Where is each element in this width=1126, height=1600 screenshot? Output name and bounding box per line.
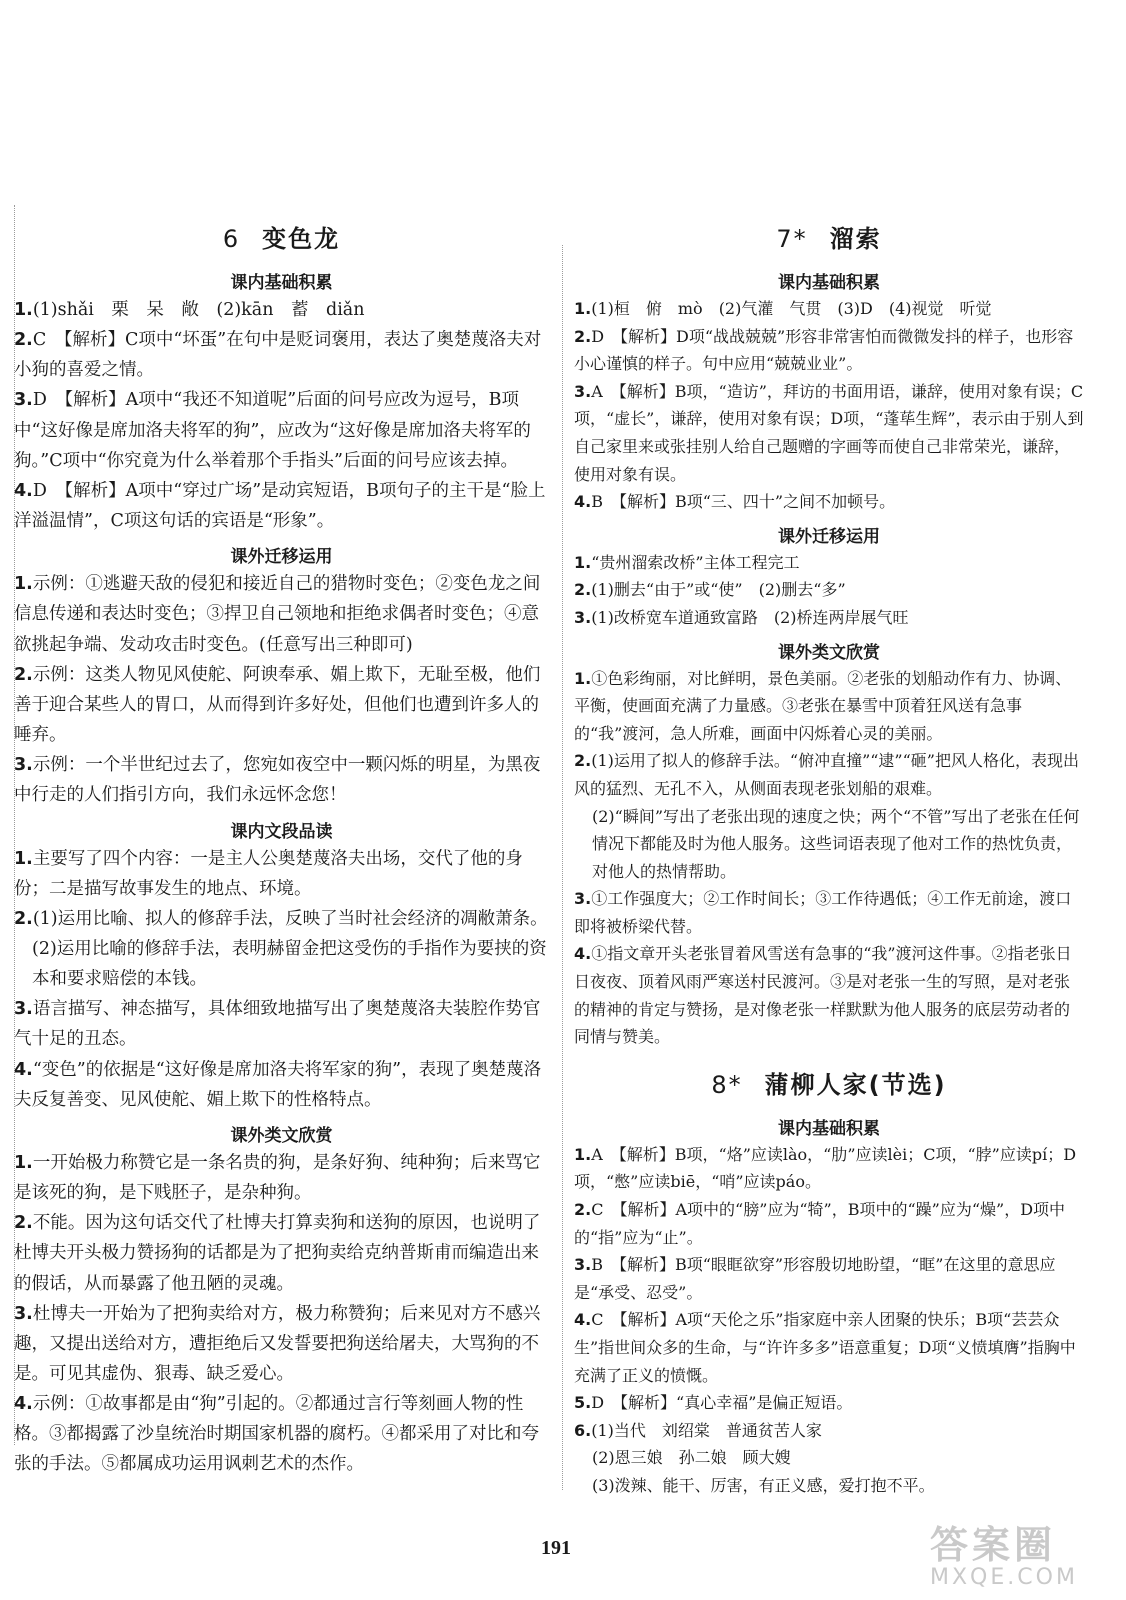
section-heading: 课内基础积累 <box>778 1118 880 1139</box>
answer-item <box>574 1389 1084 1417</box>
item-number: 2. <box>574 751 592 771</box>
column-divider <box>562 245 563 1490</box>
answer-item <box>574 378 1084 488</box>
item-number: 1. <box>574 668 592 688</box>
answer-item <box>14 844 549 904</box>
answer-item <box>574 940 1084 1050</box>
answer-item <box>574 604 1084 632</box>
item-text: 杜博夫一开始为了把狗卖给对方，极力称赞狗；后来见对方不感兴趣，又提出送给对方，遭拒绝后又发誓要把狗送给屠夫，大骂狗的不是。可见其虚伪、狠毒、缺乏爱心。 <box>14 1303 541 1384</box>
answer-item <box>14 1299 549 1389</box>
answer-item <box>14 385 549 475</box>
item-number: 4. <box>14 480 33 501</box>
answer-item <box>574 747 1084 802</box>
item-text: (1)运用了拟人的修辞手法。“俯冲直撞”“逮”“砸”把风人格化，表现出风的猛烈、无孔不入，从侧面表现老张划船的艰难。 <box>574 751 1079 798</box>
answer-item <box>14 660 549 750</box>
item-number: 2. <box>14 664 33 685</box>
chapter-number: 7* <box>776 225 808 253</box>
answer-item <box>574 549 1084 577</box>
item-text: D 【解析】A项中“我还不知道呢”后面的问号应改为逗号，B项中“这好像是席加洛夫将军的狗”，应改为“这好像是席加洛夫将军的狗。”C项中“你究竟为什么举着那个手指头”后面的问号应该去掉。 <box>14 390 531 471</box>
item-text: 示例：①故事都是由“狗”引起的。②都通过言行等刻画人物的性格。③都揭露了沙皇统治时期国家机器的腐朽。④都采用了对比和夸张的手法。⑤都属成功运用讽刺艺术的杰作。 <box>14 1394 539 1475</box>
chapter-number: 6 <box>222 225 241 253</box>
item-number: 1. <box>14 574 33 595</box>
item-text: (1)删去“由于”或“使” (2)删去“多” <box>591 580 846 600</box>
item-text: B 【解析】B项“眼眶欲穿”形容殷切地盼望，“眶”在这里的意思应是“承受、忍受”。 <box>574 1255 1056 1302</box>
item-number: 3. <box>14 755 33 776</box>
section-heading: 课外迁移运用 <box>230 547 333 568</box>
answer-item <box>574 803 1084 886</box>
answer-item <box>574 1472 1084 1500</box>
answer-item <box>14 994 549 1054</box>
item-text: 不能。因为这句话交代了杜博夫打算卖狗和送狗的原因，也说明了杜博夫开头极力赞扬狗的话都是为了把狗卖给克纳普斯甫而编造出来的假话，从而暴露了他丑陋的灵魂。 <box>14 1213 541 1294</box>
item-number: 1. <box>574 1144 592 1164</box>
page-number: 191 <box>541 1537 571 1559</box>
item-text: C 【解析】A项“天伦之乐”指家庭中亲人团聚的快乐；B项“芸芸众生”指世间众多的生命，与“许许多多”语意重复；D项“义愤填膺”指胸中充满了正义的愤慨。 <box>574 1310 1076 1385</box>
answer-item <box>14 569 549 659</box>
item-text: (2)“瞬间”写出了老张出现的速度之快；两个“不管”写出了老张在任何情况下都能及时为他人服务。这些词语表现了他对工作的热忱负责，对他人的热情帮助。 <box>592 806 1080 881</box>
item-number: 4. <box>574 492 592 512</box>
answer-item <box>574 1417 1084 1445</box>
answer-item <box>574 665 1084 748</box>
item-number: 3. <box>14 1303 33 1324</box>
item-text: 一开始极力称赞它是一条名贵的狗，是条好狗、纯种狗；后来骂它是该死的狗，是下贱胚子，是杂种狗。 <box>14 1152 541 1204</box>
item-number: 3. <box>14 999 33 1020</box>
item-text: (2)运用比喻的修辞手法，表明赫留金把这受伤的手指作为要挟的资本和要求赔偿的本钱。 <box>32 938 547 990</box>
item-number: 4. <box>14 1394 33 1415</box>
answer-item <box>574 885 1084 940</box>
item-text: D 【解析】“真心幸福”是偏正短语。 <box>591 1393 853 1413</box>
chapter-title <box>14 219 549 254</box>
item-text: A 【解析】B项，“烙”应读lào，“肋”应读lèi；C项，“脖”应读pí；D项，“憋”应读biē，“哨”应读páo。 <box>574 1144 1077 1192</box>
item-number: 2. <box>14 330 33 351</box>
item-text: 示例：①逃避天敌的侵犯和接近自己的猎物时变色；②变色龙之间信息传递和表达时变色；③捍卫自己领地和拒绝求偶者时变色；④意欲挑起争端、发动攻击时变色。(任意写出三种即可) <box>14 574 541 655</box>
item-text: “贵州溜索改桥”主体工程完工 <box>591 552 800 572</box>
item-number: 4. <box>14 1059 33 1080</box>
item-text: C 【解析】A项中的“膀”应为“犄”，B项中的“躁”应为“燥”，D项中的“指”应为“止”。 <box>574 1200 1066 1247</box>
item-text: (1)改桥宽车道通致富路 (2)桥连两岸展气旺 <box>591 607 909 627</box>
item-text: ①工作强度大；②工作时间长；③工作待遇低；④工作无前途，渡口即将被桥梁代替。 <box>574 889 1072 936</box>
item-text: (1)shǎi 栗 呆 敞 (2)kān 蓄 diǎn <box>32 300 365 320</box>
item-number: 4. <box>574 944 592 964</box>
item-number: 1. <box>574 552 592 572</box>
answer-item <box>574 1444 1084 1472</box>
item-number: 3. <box>574 607 592 627</box>
item-text: (1)运用比喻、拟人的修辞手法，反映了当时社会经济的凋敝萧条。 <box>32 908 548 929</box>
answer-item <box>14 934 549 994</box>
item-number: 1. <box>14 300 33 320</box>
answer-item <box>14 1148 549 1208</box>
item-number: 2. <box>574 580 592 600</box>
item-number: 2. <box>574 1200 592 1220</box>
section-heading: 课外迁移运用 <box>778 526 880 547</box>
left-column <box>14 205 549 1480</box>
answer-item <box>574 488 1084 516</box>
answer-item <box>14 325 549 385</box>
answer-item <box>574 1306 1084 1389</box>
item-text: 语言描写、神态描写，具体细致地描写出了奥楚蔑洛夫装腔作势官气十足的丑态。 <box>14 999 541 1050</box>
item-number: 3. <box>574 889 592 909</box>
item-text: 示例：这类人物见风使舵、阿谀奉承、媚上欺下，无耻至极，他们善于迎合某些人的胃口，从而得到许多好处，但他们也遭到许多人的唾弃。 <box>14 664 541 746</box>
watermark-bottom-text: MXQE.COM <box>930 1565 1078 1590</box>
item-text: D 【解析】A项中“穿过广场”是动宾短语，B项句子的主干是“脸上洋溢温情”，C项这句话的宾语是“形象”。 <box>14 480 546 532</box>
item-text: ①色彩绚丽，对比鲜明，景色美丽。②老张的划船动作有力、协调、平衡，使画面充满了力量感。③老张在暴雪中顶着狂风送有急事的“我”渡河，急人所难，画面中闪烁着心灵的美丽。 <box>574 668 1072 743</box>
chapter-title <box>574 1065 1084 1100</box>
item-text: (2)恩三娘 孙二娘 顾大嫂 <box>592 1448 791 1468</box>
item-number: 3. <box>14 390 33 411</box>
item-text: D 【解析】D项“战战兢兢”形容非常害怕而微微发抖的样子，也形容小心谨慎的样子。句中应用“兢兢业业”。 <box>574 326 1074 374</box>
item-text: (3)泼辣、能干、厉害，有正义感，爱打抱不平。 <box>592 1475 935 1495</box>
answer-item <box>14 1389 549 1479</box>
item-text: “变色”的依据是“这好像是席加洛夫将军家的狗”，表现了奥楚蔑洛夫反复善变、见风使舵、媚上欺下的性格特点。 <box>14 1059 542 1110</box>
answer-item <box>14 1208 549 1298</box>
answer-item <box>14 904 549 934</box>
chapter-number: 8* <box>711 1070 743 1099</box>
item-number: 4. <box>574 1310 592 1330</box>
answer-item <box>574 1251 1084 1306</box>
answer-item <box>14 295 549 325</box>
answer-item <box>14 750 549 810</box>
item-text: 主要写了四个内容：一是主人公奥楚蔑洛夫出场，交代了他的身份；二是描写故事发生的地点、环境。 <box>14 848 523 899</box>
answer-item <box>574 323 1084 378</box>
item-number: 6. <box>574 1420 592 1440</box>
item-number: 2. <box>14 908 33 929</box>
chapter-title <box>574 219 1084 254</box>
item-text: ①指文章开头老张冒着风雪送有急事的“我”渡河这件事。②指老张日日夜夜、顶着风雨严寒送村民渡河。③是对老张一生的写照，是对老张的精神的肯定与赞扬，是对像老张一样默默为他人服务的底层劳动者的同情与赞美。 <box>574 944 1072 1047</box>
item-number: 2. <box>14 1213 33 1234</box>
item-number: 3. <box>574 381 592 401</box>
watermark-logo <box>930 1525 1120 1595</box>
answer-item <box>574 1196 1084 1251</box>
section-heading: 课内基础积累 <box>230 273 333 293</box>
item-text: C 【解析】C项中“坏蛋”在句中是贬词褒用，表达了奥楚蔑洛夫对小狗的喜爱之情。 <box>14 330 542 381</box>
item-number: 1. <box>574 299 592 318</box>
item-text: (1)桓 俯 mò (2)气灌 气贯 (3)D (4)视觉 听觉 <box>591 299 992 318</box>
item-text: 示例：一个半世纪过去了，您宛如夜空中一颗闪烁的明星，为黑夜中行走的人们指引方向，我们永远怀念您！ <box>14 755 541 806</box>
section-heading: 课内基础积累 <box>778 273 880 293</box>
chapter-name: 溜索 <box>829 225 882 253</box>
item-number: 1. <box>14 848 33 869</box>
chapter-name: 变色龙 <box>262 225 341 253</box>
item-number: 3. <box>574 1255 592 1275</box>
answer-item <box>574 295 1084 323</box>
item-text: (1)当代 刘绍棠 普通贫苦人家 <box>591 1420 822 1440</box>
answer-item <box>14 476 549 536</box>
right-column <box>574 205 1084 1500</box>
item-number: 2. <box>574 326 592 346</box>
answer-item <box>574 1141 1084 1196</box>
section-heading: 课外类文欣赏 <box>230 1125 333 1146</box>
item-text: A 【解析】B项，“造访”，拜访的书面用语，谦辞，使用对象有误；C项，“虚长”，谦辞，使用对象有误；D项，“蓬荜生辉”，表示由于别人到自己家里来或张挂别人给自己题赠的字画等而使自己非常荣光，谦辞，使用对象有误。 <box>574 381 1084 484</box>
section-heading: 课外类文欣赏 <box>778 642 880 663</box>
chapter-name: 蒲柳人家(节选) <box>764 1070 947 1099</box>
answer-item <box>14 1055 549 1115</box>
item-text: B 【解析】B项“三、四十”之间不加顿号。 <box>591 492 896 512</box>
section-heading: 课内文段品读 <box>230 821 333 842</box>
answer-item <box>574 576 1084 604</box>
item-number: 5. <box>574 1393 592 1413</box>
item-number: 1. <box>14 1152 33 1173</box>
watermark-top-text: 答案圈 <box>930 1523 1057 1567</box>
